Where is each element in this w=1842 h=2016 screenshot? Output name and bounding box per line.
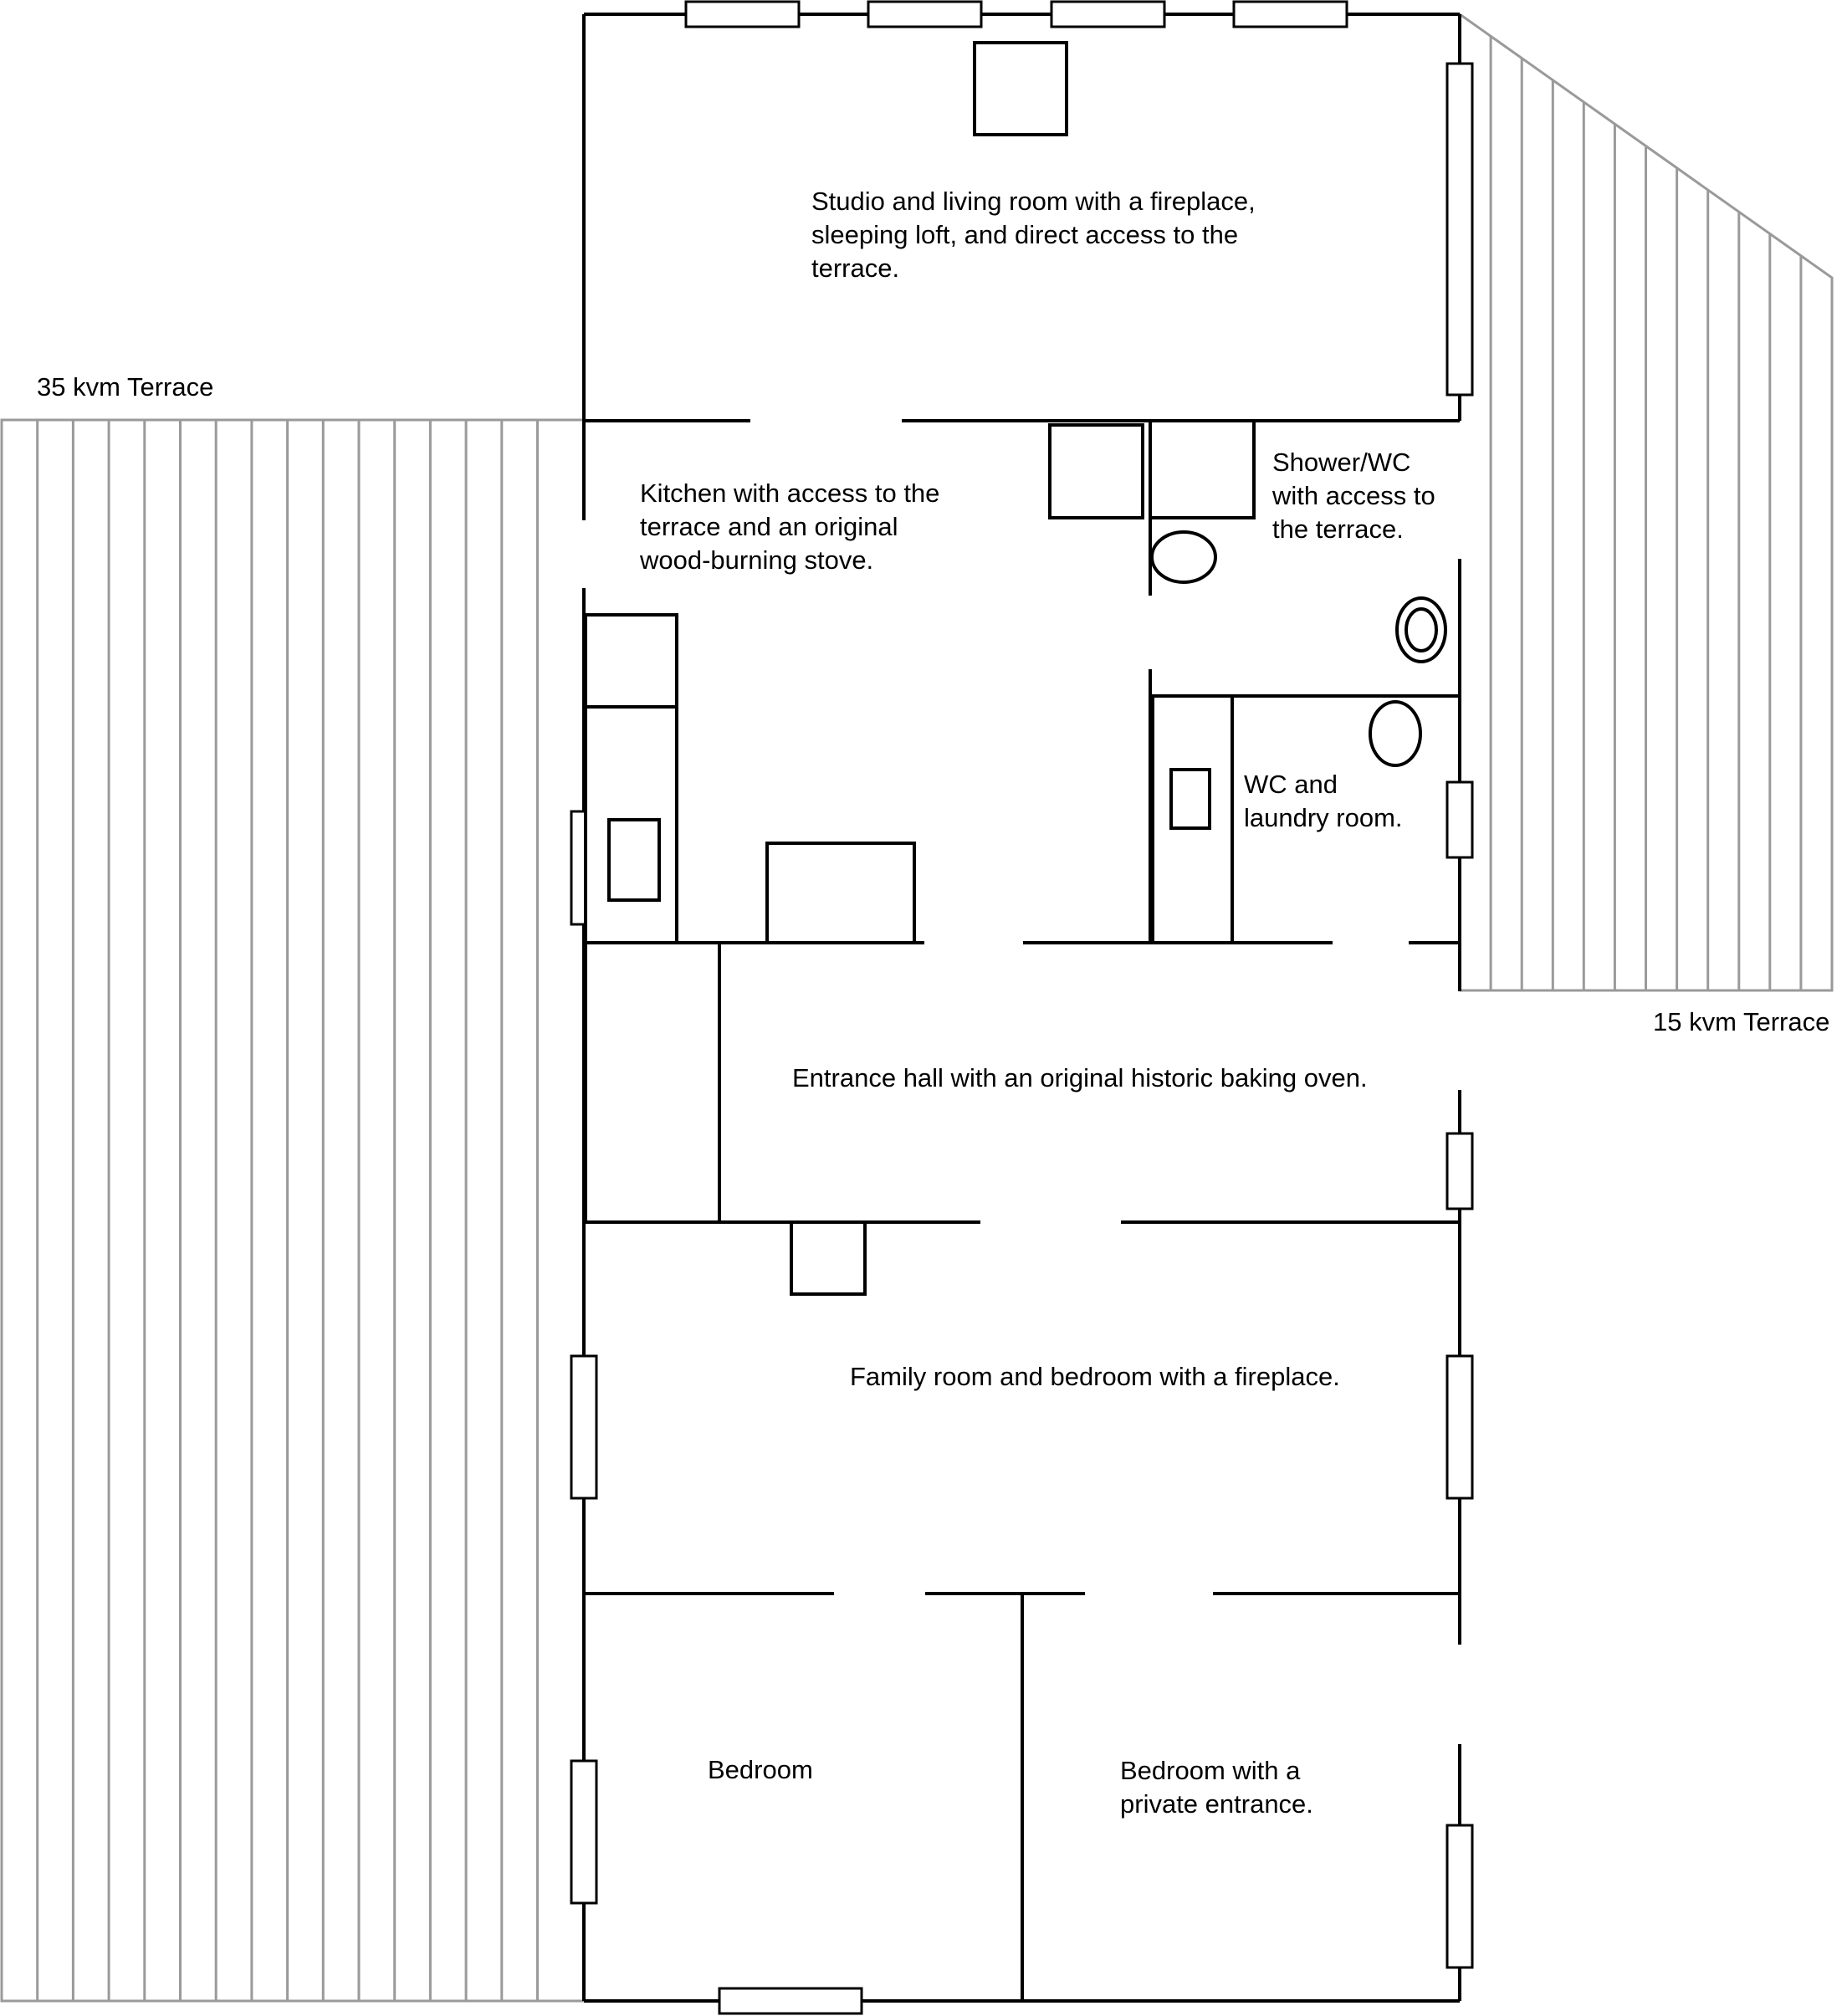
- window-east-family: [1447, 1356, 1472, 1498]
- entrance-label: [792, 1062, 1368, 1095]
- studio-label-line-2: sleeping loft, and direct access to the: [811, 220, 1239, 249]
- shower-tray-1: [1050, 425, 1143, 518]
- window-east-hall: [1447, 1133, 1472, 1209]
- kitchen-label: [640, 477, 939, 577]
- shower-tray-2: [1150, 421, 1254, 518]
- kitchen-label-line-3: wood-burning stove.: [640, 545, 874, 575]
- studio-label-line-3: terrace.: [811, 253, 900, 283]
- window-north-3: [1051, 2, 1164, 27]
- terrace-east-label: 15 kvm Terrace: [1653, 1007, 1830, 1036]
- family-fireplace: [791, 1222, 865, 1294]
- bedroom-private-label: [1120, 1754, 1313, 1821]
- wood-burning-stove: [767, 843, 914, 943]
- family-label: [850, 1360, 1340, 1394]
- laundry-label: [1244, 768, 1403, 835]
- washbasin-inner: [1406, 609, 1436, 651]
- shower-label: [1272, 446, 1435, 546]
- shower-toilet: [1152, 532, 1215, 582]
- laundry-label-line-2: laundry room.: [1244, 803, 1403, 832]
- west-terrace-deck: [2, 420, 584, 2001]
- kitchen-counter-upper: [586, 615, 677, 707]
- studio-label-line-1: Studio and living room with a fireplace,: [811, 187, 1256, 216]
- window-north-2: [868, 2, 981, 27]
- laundry-sink: [1171, 770, 1210, 828]
- family-label-line-1: Family room and bedroom with a fireplace.: [850, 1362, 1340, 1391]
- laundry-label-line-1: WC and: [1244, 770, 1338, 799]
- kitchen-sink: [609, 820, 659, 900]
- kitchen-label-line-2: terrace and an original: [640, 512, 898, 541]
- window-west-bedroom: [571, 1761, 596, 1903]
- baking-oven: [586, 943, 719, 1222]
- bedroom-label: [708, 1753, 813, 1787]
- east-terrace-deck: [1460, 14, 1832, 990]
- terrace-west-label: 35 kvm Terrace: [37, 372, 214, 402]
- studio-label: [811, 185, 1256, 285]
- window-east-studio: [1447, 64, 1472, 395]
- bedroom-private-label-line-1: Bedroom with a: [1120, 1756, 1301, 1785]
- laundry-toilet: [1370, 702, 1420, 765]
- window-east-laundry: [1447, 782, 1472, 857]
- window-east-bedroom: [1447, 1825, 1472, 1967]
- bedroom-label-line-1: Bedroom: [708, 1755, 813, 1784]
- shower-label-line-1: Shower/WC: [1272, 448, 1411, 477]
- west-terrace-outline: [2, 420, 584, 2001]
- entrance-label-line-1: Entrance hall with an original historic baking oven.: [792, 1063, 1368, 1092]
- shower-label-line-2: with access to: [1272, 481, 1435, 510]
- studio-fireplace: [975, 43, 1067, 135]
- window-west-family: [571, 1356, 596, 1498]
- window-north-4: [1234, 2, 1347, 27]
- bedroom-private-label-line-2: private entrance.: [1120, 1789, 1313, 1819]
- window-north-1: [686, 2, 799, 27]
- window-south: [719, 1988, 862, 2013]
- shower-label-line-3: the terrace.: [1272, 514, 1404, 544]
- kitchen-label-line-1: Kitchen with access to the: [640, 478, 940, 508]
